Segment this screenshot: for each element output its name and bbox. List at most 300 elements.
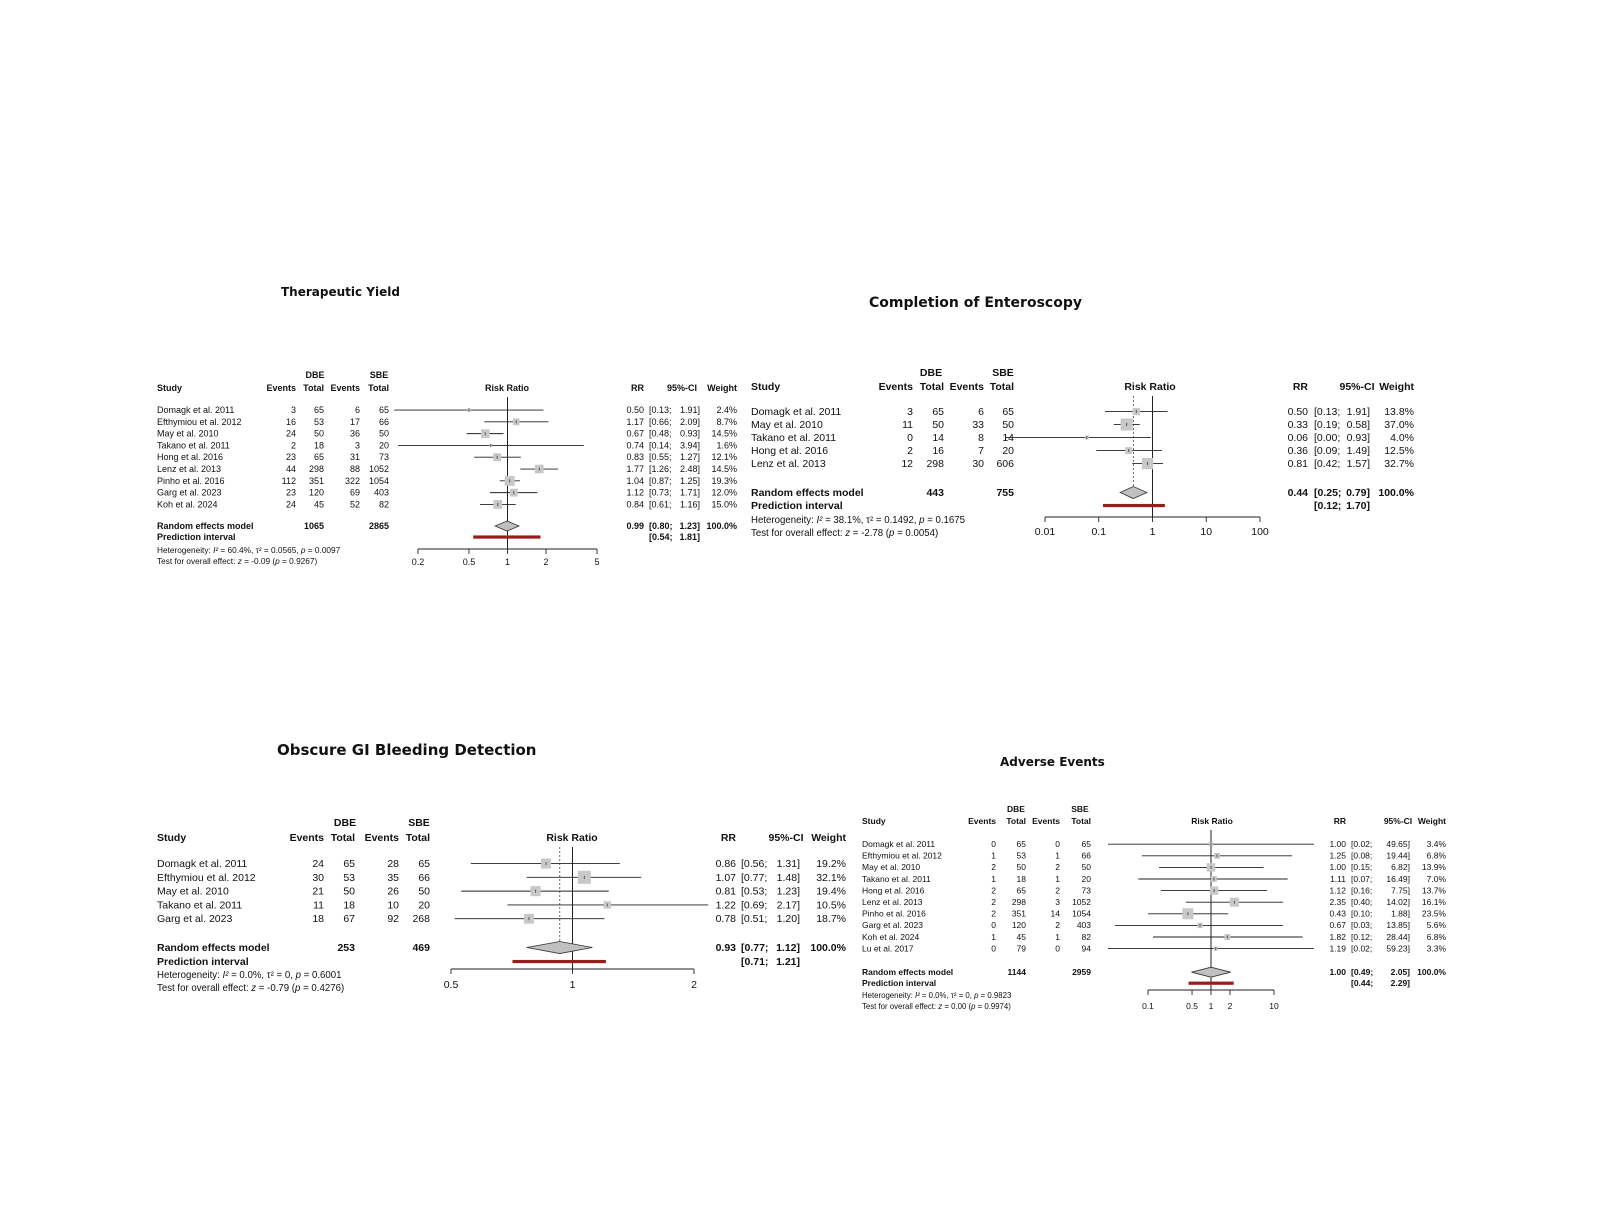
study-rr: 1.12 <box>626 487 644 498</box>
study-rr: 0.50 <box>1287 406 1308 418</box>
events-sbe: 3 <box>354 440 360 451</box>
events-dbe: 2 <box>991 908 996 919</box>
model-total-sbe: 2865 <box>368 521 389 531</box>
panel-title-therapeutic-yield: Therapeutic Yield <box>281 285 400 299</box>
header-study: Study <box>751 381 781 393</box>
study-ci-upper: 0.93] <box>679 428 700 439</box>
events-dbe: 24 <box>312 858 324 870</box>
study-weight: 4.0% <box>1390 432 1414 444</box>
events-sbe: 33 <box>972 419 984 431</box>
total-sbe: 66 <box>418 871 430 884</box>
study-rr: 0.86 <box>715 858 736 870</box>
study-ci-lower: [0.14; <box>649 440 672 451</box>
study-weight: 19.3% <box>711 475 737 486</box>
events-sbe: 30 <box>972 458 984 470</box>
total-sbe: 1052 <box>1072 897 1091 907</box>
prediction-ci-upper: 2.29] <box>1390 978 1410 988</box>
total-dbe: 351 <box>308 475 324 486</box>
header-total-sbe: Total <box>405 832 430 844</box>
model-ci-upper: 2.05] <box>1390 967 1410 977</box>
prediction-ci-lower: [0.71; <box>741 956 769 968</box>
prediction-ci-upper: 1.81] <box>679 532 700 542</box>
events-dbe: 1 <box>991 931 996 942</box>
heterogeneity-text: Heterogeneity: I² = 38.1%, τ² = 0.1492, p = 0.1675 <box>751 515 966 526</box>
total-sbe: 82 <box>1081 931 1091 942</box>
study-name: Pinho et al. 2016 <box>862 908 926 919</box>
panel-title-obscure-gi-bleeding: Obscure GI Bleeding Detection <box>277 741 537 759</box>
study-weight: 6.8% <box>1426 850 1446 861</box>
model-ci-upper: 0.79] <box>1346 487 1370 499</box>
events-sbe: 3 <box>1055 897 1060 907</box>
study-name: May et al. 2010 <box>157 428 219 439</box>
header-ci: 95%-CI <box>768 832 804 844</box>
header-study: Study <box>862 816 886 826</box>
total-dbe: 79 <box>1016 943 1026 954</box>
study-rr: 0.33 <box>1287 419 1308 431</box>
prediction-label: Prediction interval <box>862 978 937 988</box>
header-total-sbe: Total <box>1071 816 1091 826</box>
total-sbe: 1054 <box>1072 908 1091 919</box>
events-dbe: 44 <box>285 464 296 474</box>
total-sbe: 14 <box>1002 432 1014 444</box>
header-sbe: SBE <box>369 370 389 380</box>
total-sbe: 65 <box>1002 406 1014 418</box>
events-dbe: 2 <box>290 440 296 451</box>
header-rr: RR <box>1292 381 1308 393</box>
x-axis-tick-label: 0.1 <box>1142 1001 1154 1011</box>
study-rr: 0.50 <box>626 405 644 415</box>
model-ci-upper: 1.12] <box>776 942 800 954</box>
study-name: Lenz et al. 2013 <box>157 464 222 474</box>
study-name: Hong et al. 2016 <box>157 452 224 463</box>
study-weight: 3.4% <box>1426 839 1446 849</box>
study-rr: 1.00 <box>1329 839 1346 849</box>
study-ci-lower: [0.15; <box>1351 862 1373 873</box>
total-dbe: 298 <box>308 464 324 474</box>
prediction-interval-bar <box>1189 982 1234 985</box>
header-weight: Weight <box>811 832 846 844</box>
events-sbe: 69 <box>349 487 360 498</box>
study-weight: 8.7% <box>716 416 737 427</box>
model-label: Random effects model <box>862 967 954 977</box>
events-sbe: 1 <box>1055 873 1060 884</box>
prediction-label: Prediction interval <box>751 500 843 512</box>
events-dbe: 24 <box>285 499 296 510</box>
study-name: Garg et al. 2023 <box>862 920 923 931</box>
header-ci: 95%-CI <box>666 383 698 393</box>
events-dbe: 21 <box>312 885 324 898</box>
model-rr: 0.99 <box>626 521 644 531</box>
study-ci-upper: 1.49] <box>1346 445 1370 457</box>
study-ci-upper: 19.44] <box>1386 850 1410 861</box>
study-weight: 7.0% <box>1426 873 1446 884</box>
study-ci-upper: 1.16] <box>679 499 700 510</box>
study-rr: 1.00 <box>1329 862 1346 873</box>
events-dbe: 0 <box>991 920 996 931</box>
study-ci-lower: [0.07; <box>1351 873 1373 884</box>
total-sbe: 73 <box>378 452 389 463</box>
header-study: Study <box>157 832 187 844</box>
total-dbe: 53 <box>1016 850 1026 861</box>
header-rr: RR <box>720 832 736 844</box>
study-weight: 12.1% <box>711 452 737 463</box>
header-risk-ratio: Risk Ratio <box>484 383 530 393</box>
events-sbe: 0 <box>1055 839 1060 849</box>
events-dbe: 11 <box>313 899 324 912</box>
study-ci-lower: [0.69; <box>741 899 768 912</box>
events-sbe: 88 <box>349 464 360 474</box>
header-sbe: SBE <box>992 367 1014 379</box>
study-ci-lower: [0.13; <box>649 405 672 415</box>
study-weight: 2.4% <box>716 405 737 415</box>
study-ci-lower: [0.42; <box>1314 458 1341 470</box>
events-dbe: 1 <box>991 850 996 861</box>
study-ci-lower: [0.55; <box>649 452 672 463</box>
header-dbe: DBE <box>919 367 943 379</box>
total-sbe: 50 <box>378 428 389 439</box>
study-ci-upper: 59.23] <box>1386 943 1410 954</box>
events-dbe: 3 <box>907 406 913 418</box>
events-sbe: 1 <box>1055 931 1060 942</box>
study-ci-lower: [0.03; <box>1351 920 1373 931</box>
events-dbe: 23 <box>285 487 296 498</box>
study-ci-lower: [0.00; <box>1314 432 1341 444</box>
study-ci-lower: [0.56; <box>741 858 768 870</box>
events-dbe: 18 <box>312 913 324 926</box>
total-dbe: 50 <box>932 419 944 431</box>
study-rr: 1.77 <box>626 464 644 474</box>
study-rr: 1.04 <box>626 475 644 486</box>
x-axis-tick-label: 2 <box>1227 1001 1233 1011</box>
study-name: Lenz et al. 2013 <box>751 458 826 470</box>
model-ci-upper: 1.23] <box>679 521 700 531</box>
total-dbe: 120 <box>1011 920 1026 931</box>
total-sbe: 82 <box>378 499 389 510</box>
study-name: Efthymiou et al. 2012 <box>157 416 242 427</box>
events-sbe: 6 <box>354 405 360 415</box>
study-ci-upper: 1.91] <box>1346 406 1370 418</box>
x-axis-tick-label: 10 <box>1269 1001 1279 1011</box>
study-name: Efthymiou et al. 2012 <box>157 871 256 884</box>
study-ci-lower: [0.19; <box>1314 419 1341 431</box>
study-ci-lower: [0.51; <box>741 913 768 926</box>
total-dbe: 18 <box>313 440 324 451</box>
events-sbe: 322 <box>344 475 360 486</box>
events-sbe: 2 <box>1055 862 1060 873</box>
study-weight: 3.3% <box>1426 943 1446 954</box>
study-ci-upper: 1.27] <box>679 452 700 463</box>
total-dbe: 65 <box>343 858 355 870</box>
study-weight: 19.2% <box>816 858 846 870</box>
study-ci-upper: 1.20] <box>776 913 800 926</box>
prediction-ci-lower: [0.44; <box>1351 978 1374 988</box>
header-events-sbe: Events <box>949 381 984 393</box>
total-sbe: 65 <box>418 858 430 870</box>
overall-effect-text: Test for overall effect: z = -0.79 (p = 0.4276) <box>157 983 345 994</box>
study-name: May et al. 2010 <box>751 419 823 431</box>
study-ci-upper: 3.94] <box>679 440 700 451</box>
study-rr: 0.81 <box>715 885 736 898</box>
total-sbe: 20 <box>418 899 430 912</box>
model-total-dbe: 1144 <box>1007 967 1026 977</box>
model-rr: 0.93 <box>715 942 736 954</box>
x-axis-tick-label: 2 <box>543 557 549 567</box>
total-sbe: 65 <box>378 405 389 415</box>
x-axis-tick-label: 10 <box>1200 526 1213 538</box>
prediction-label: Prediction interval <box>157 956 249 968</box>
pooled-effect-diamond <box>1191 967 1230 977</box>
study-rr: 1.11 <box>1330 873 1346 884</box>
x-axis-tick-label: 1 <box>569 979 576 991</box>
study-name: Efthymiou et al. 2012 <box>862 850 942 861</box>
model-ci-lower: [0.25; <box>1314 487 1342 499</box>
model-total-sbe: 755 <box>996 487 1014 499</box>
study-ci-lower: [0.13; <box>1314 406 1341 418</box>
study-rr: 0.43 <box>1329 908 1346 919</box>
total-dbe: 298 <box>926 458 944 470</box>
study-rr: 0.67 <box>626 428 644 439</box>
total-sbe: 403 <box>373 487 389 498</box>
x-axis-tick-label: 0.01 <box>1034 526 1056 538</box>
model-ci-lower: [0.49; <box>1351 967 1374 977</box>
study-weight: 32.1% <box>816 871 846 884</box>
study-ci-lower: [0.02; <box>1351 839 1373 849</box>
total-dbe: 67 <box>343 913 355 926</box>
total-sbe: 20 <box>1081 873 1091 884</box>
model-total-sbe: 2959 <box>1072 967 1091 977</box>
study-weight: 15.0% <box>711 499 737 510</box>
events-sbe: 31 <box>349 452 360 463</box>
events-sbe: 2 <box>1055 920 1060 931</box>
events-dbe: 3 <box>290 405 296 415</box>
study-weight: 14.5% <box>711 464 737 474</box>
study-rr: 1.82 <box>1329 931 1346 942</box>
header-rr: RR <box>631 383 644 393</box>
header-total-dbe: Total <box>919 381 944 393</box>
events-sbe: 28 <box>387 858 399 870</box>
events-dbe: 30 <box>312 871 324 884</box>
study-ci-upper: 2.09] <box>679 416 700 427</box>
events-dbe: 2 <box>991 897 996 907</box>
header-dbe: DBE <box>305 370 325 380</box>
header-events-dbe: Events <box>289 832 324 844</box>
total-sbe: 66 <box>1081 850 1091 861</box>
study-rr: 0.81 <box>1287 458 1308 470</box>
study-ci-upper: 16.49] <box>1386 873 1410 884</box>
study-rr: 0.06 <box>1287 432 1308 444</box>
total-dbe: 50 <box>343 885 355 898</box>
study-ci-lower: [1.26; <box>649 464 672 474</box>
study-ci-upper: 1.71] <box>679 487 700 498</box>
total-sbe: 50 <box>1002 419 1014 431</box>
events-dbe: 2 <box>991 862 996 873</box>
events-sbe: 35 <box>387 871 399 884</box>
header-ci: 95%-CI <box>1383 816 1413 826</box>
model-ci-lower: [0.77; <box>741 942 769 954</box>
total-dbe: 65 <box>1016 885 1026 896</box>
events-sbe: 1 <box>1055 850 1060 861</box>
study-weight: 16.1% <box>1421 897 1446 907</box>
study-name: Domagk et al. 2011 <box>751 406 842 418</box>
x-axis-tick-label: 0.1 <box>1091 526 1107 538</box>
events-dbe: 112 <box>281 475 296 486</box>
events-sbe: 0 <box>1055 943 1060 954</box>
model-weight: 100.0% <box>810 942 846 954</box>
header-total-dbe: Total <box>1006 816 1026 826</box>
x-axis-tick-label: 0.5 <box>443 979 459 991</box>
total-dbe: 50 <box>1016 862 1026 873</box>
study-ci-lower: [0.09; <box>1314 445 1341 457</box>
study-rr: 1.12 <box>1329 885 1346 896</box>
events-sbe: 26 <box>387 885 399 898</box>
study-ci-upper: 1.48] <box>776 871 800 884</box>
study-weight: 18.7% <box>816 913 846 926</box>
prediction-ci-upper: 1.70] <box>1346 500 1370 512</box>
header-rr: RR <box>1333 816 1346 826</box>
study-ci-upper: 14.02] <box>1386 897 1410 907</box>
study-ci-lower: [0.77; <box>741 871 768 884</box>
x-axis-tick-label: 1 <box>1208 1001 1214 1011</box>
x-axis-tick-label: 1 <box>1149 526 1156 538</box>
total-dbe: 18 <box>343 899 355 912</box>
header-sbe: SBE <box>408 817 430 829</box>
model-total-dbe: 1065 <box>303 521 324 531</box>
events-dbe: 11 <box>902 419 913 431</box>
study-rr: 1.19 <box>1329 943 1346 954</box>
study-name: Koh et al. 2024 <box>157 499 218 510</box>
study-ci-lower: [0.73; <box>649 487 672 498</box>
header-total-sbe: Total <box>368 383 389 393</box>
header-sbe: SBE <box>1071 804 1089 814</box>
study-ci-lower: [0.87; <box>649 475 672 486</box>
study-ci-upper: 6.82] <box>1391 862 1410 873</box>
study-ci-upper: 2.48] <box>679 464 700 474</box>
study-weight: 14.5% <box>711 428 737 439</box>
study-name: Takano et al. 2011 <box>157 440 230 451</box>
study-name: Domagk et al. 2011 <box>862 839 936 849</box>
x-axis-tick-label: 1 <box>504 557 511 567</box>
events-sbe: 36 <box>349 428 360 439</box>
header-risk-ratio: Risk Ratio <box>546 832 598 844</box>
header-events-dbe: Events <box>968 816 996 826</box>
study-rr: 1.25 <box>1329 850 1346 861</box>
model-total-sbe: 469 <box>412 942 430 954</box>
study-ci-upper: 1.25] <box>679 475 700 486</box>
study-name: May et al. 2010 <box>157 885 229 898</box>
total-dbe: 53 <box>343 871 355 884</box>
events-sbe: 8 <box>978 432 984 444</box>
study-ci-upper: 1.23] <box>776 885 800 898</box>
study-rr: 0.36 <box>1287 445 1308 457</box>
study-ci-upper: 1.57] <box>1346 458 1370 470</box>
total-sbe: 20 <box>378 440 389 451</box>
study-weight: 23.5% <box>1421 908 1446 919</box>
study-rr: 0.84 <box>626 499 644 510</box>
model-total-dbe: 253 <box>337 942 355 954</box>
header-weight: Weight <box>707 383 737 393</box>
total-dbe: 50 <box>313 428 324 439</box>
total-dbe: 351 <box>1011 908 1026 919</box>
header-ci: 95%-CI <box>1339 381 1375 393</box>
overall-effect-text: Test for overall effect: z = -0.09 (p = 0.9267) <box>157 557 318 566</box>
study-ci-upper: 28.44] <box>1386 931 1410 942</box>
study-rr: 1.07 <box>715 871 736 884</box>
study-name: Lenz et al. 2013 <box>862 897 923 907</box>
model-ci-lower: [0.80; <box>649 521 673 531</box>
x-axis-tick-label: 5 <box>594 557 600 567</box>
heterogeneity-text: Heterogeneity: I² = 60.4%, τ² = 0.0565, p = 0.0097 <box>157 546 341 555</box>
header-events-dbe: Events <box>878 381 913 393</box>
study-ci-lower: [0.12; <box>1351 931 1373 942</box>
study-ci-lower: [0.10; <box>1351 908 1373 919</box>
events-sbe: 92 <box>387 913 399 926</box>
total-sbe: 1054 <box>368 475 389 486</box>
study-name: Garg et al. 2023 <box>157 487 222 498</box>
study-ci-lower: [0.48; <box>649 428 672 439</box>
total-sbe: 50 <box>1081 862 1091 873</box>
events-dbe: 1 <box>991 873 996 884</box>
events-sbe: 2 <box>1055 885 1060 896</box>
total-sbe: 268 <box>412 913 430 926</box>
events-sbe: 52 <box>349 499 360 510</box>
total-dbe: 16 <box>932 445 944 457</box>
study-weight: 10.5% <box>816 899 846 912</box>
header-events-sbe: Events <box>364 832 399 844</box>
header-total-dbe: Total <box>330 832 355 844</box>
study-ci-lower: [0.02; <box>1351 943 1373 954</box>
header-events-sbe: Events <box>1032 816 1060 826</box>
study-name: Hong et al. 2016 <box>751 445 829 457</box>
total-dbe: 120 <box>308 487 324 498</box>
study-ci-upper: 1.91] <box>679 405 700 415</box>
prediction-ci-upper: 1.21] <box>776 956 800 968</box>
model-rr: 0.44 <box>1287 487 1308 499</box>
study-name: Hong et al. 2016 <box>862 885 925 896</box>
study-weight: 19.4% <box>816 885 846 898</box>
events-dbe: 23 <box>285 452 296 463</box>
overall-effect-text: Test for overall effect: z = 0.00 (p = 0.9974) <box>862 1002 1011 1011</box>
total-sbe: 73 <box>1081 885 1091 896</box>
x-axis-tick-label: 0.5 <box>462 557 476 567</box>
study-weight: 5.6% <box>1426 920 1446 931</box>
study-rr: 1.17 <box>626 416 644 427</box>
study-name: Domagk et al. 2011 <box>157 405 235 415</box>
model-total-dbe: 443 <box>926 487 944 499</box>
header-total-sbe: Total <box>989 381 1014 393</box>
study-ci-upper: 0.58] <box>1346 419 1370 431</box>
heterogeneity-text: Heterogeneity: I² = 0.0%, τ² = 0, p = 0.6001 <box>157 970 342 981</box>
header-total-dbe: Total <box>303 383 324 393</box>
model-label: Random effects model <box>157 521 254 531</box>
study-ci-upper: 1.31] <box>776 858 800 870</box>
study-rr: 0.78 <box>715 913 736 926</box>
study-ci-upper: 2.17] <box>776 899 800 912</box>
study-rr: 0.74 <box>626 440 644 451</box>
events-sbe: 17 <box>349 416 360 427</box>
events-dbe: 24 <box>285 428 296 439</box>
study-rr: 0.67 <box>1329 920 1346 931</box>
study-name: Takano et al. 2011 <box>862 873 931 884</box>
total-sbe: 606 <box>996 458 1014 470</box>
study-weight: 37.0% <box>1384 419 1414 431</box>
total-sbe: 50 <box>418 885 430 898</box>
model-weight: 100.0% <box>1378 487 1414 499</box>
header-risk-ratio: Risk Ratio <box>1191 816 1233 826</box>
x-axis-tick-label: 0.5 <box>1186 1001 1198 1011</box>
total-dbe: 65 <box>1016 839 1026 849</box>
prediction-ci-lower: [0.12; <box>1314 500 1342 512</box>
study-ci-lower: [0.53; <box>741 885 768 898</box>
